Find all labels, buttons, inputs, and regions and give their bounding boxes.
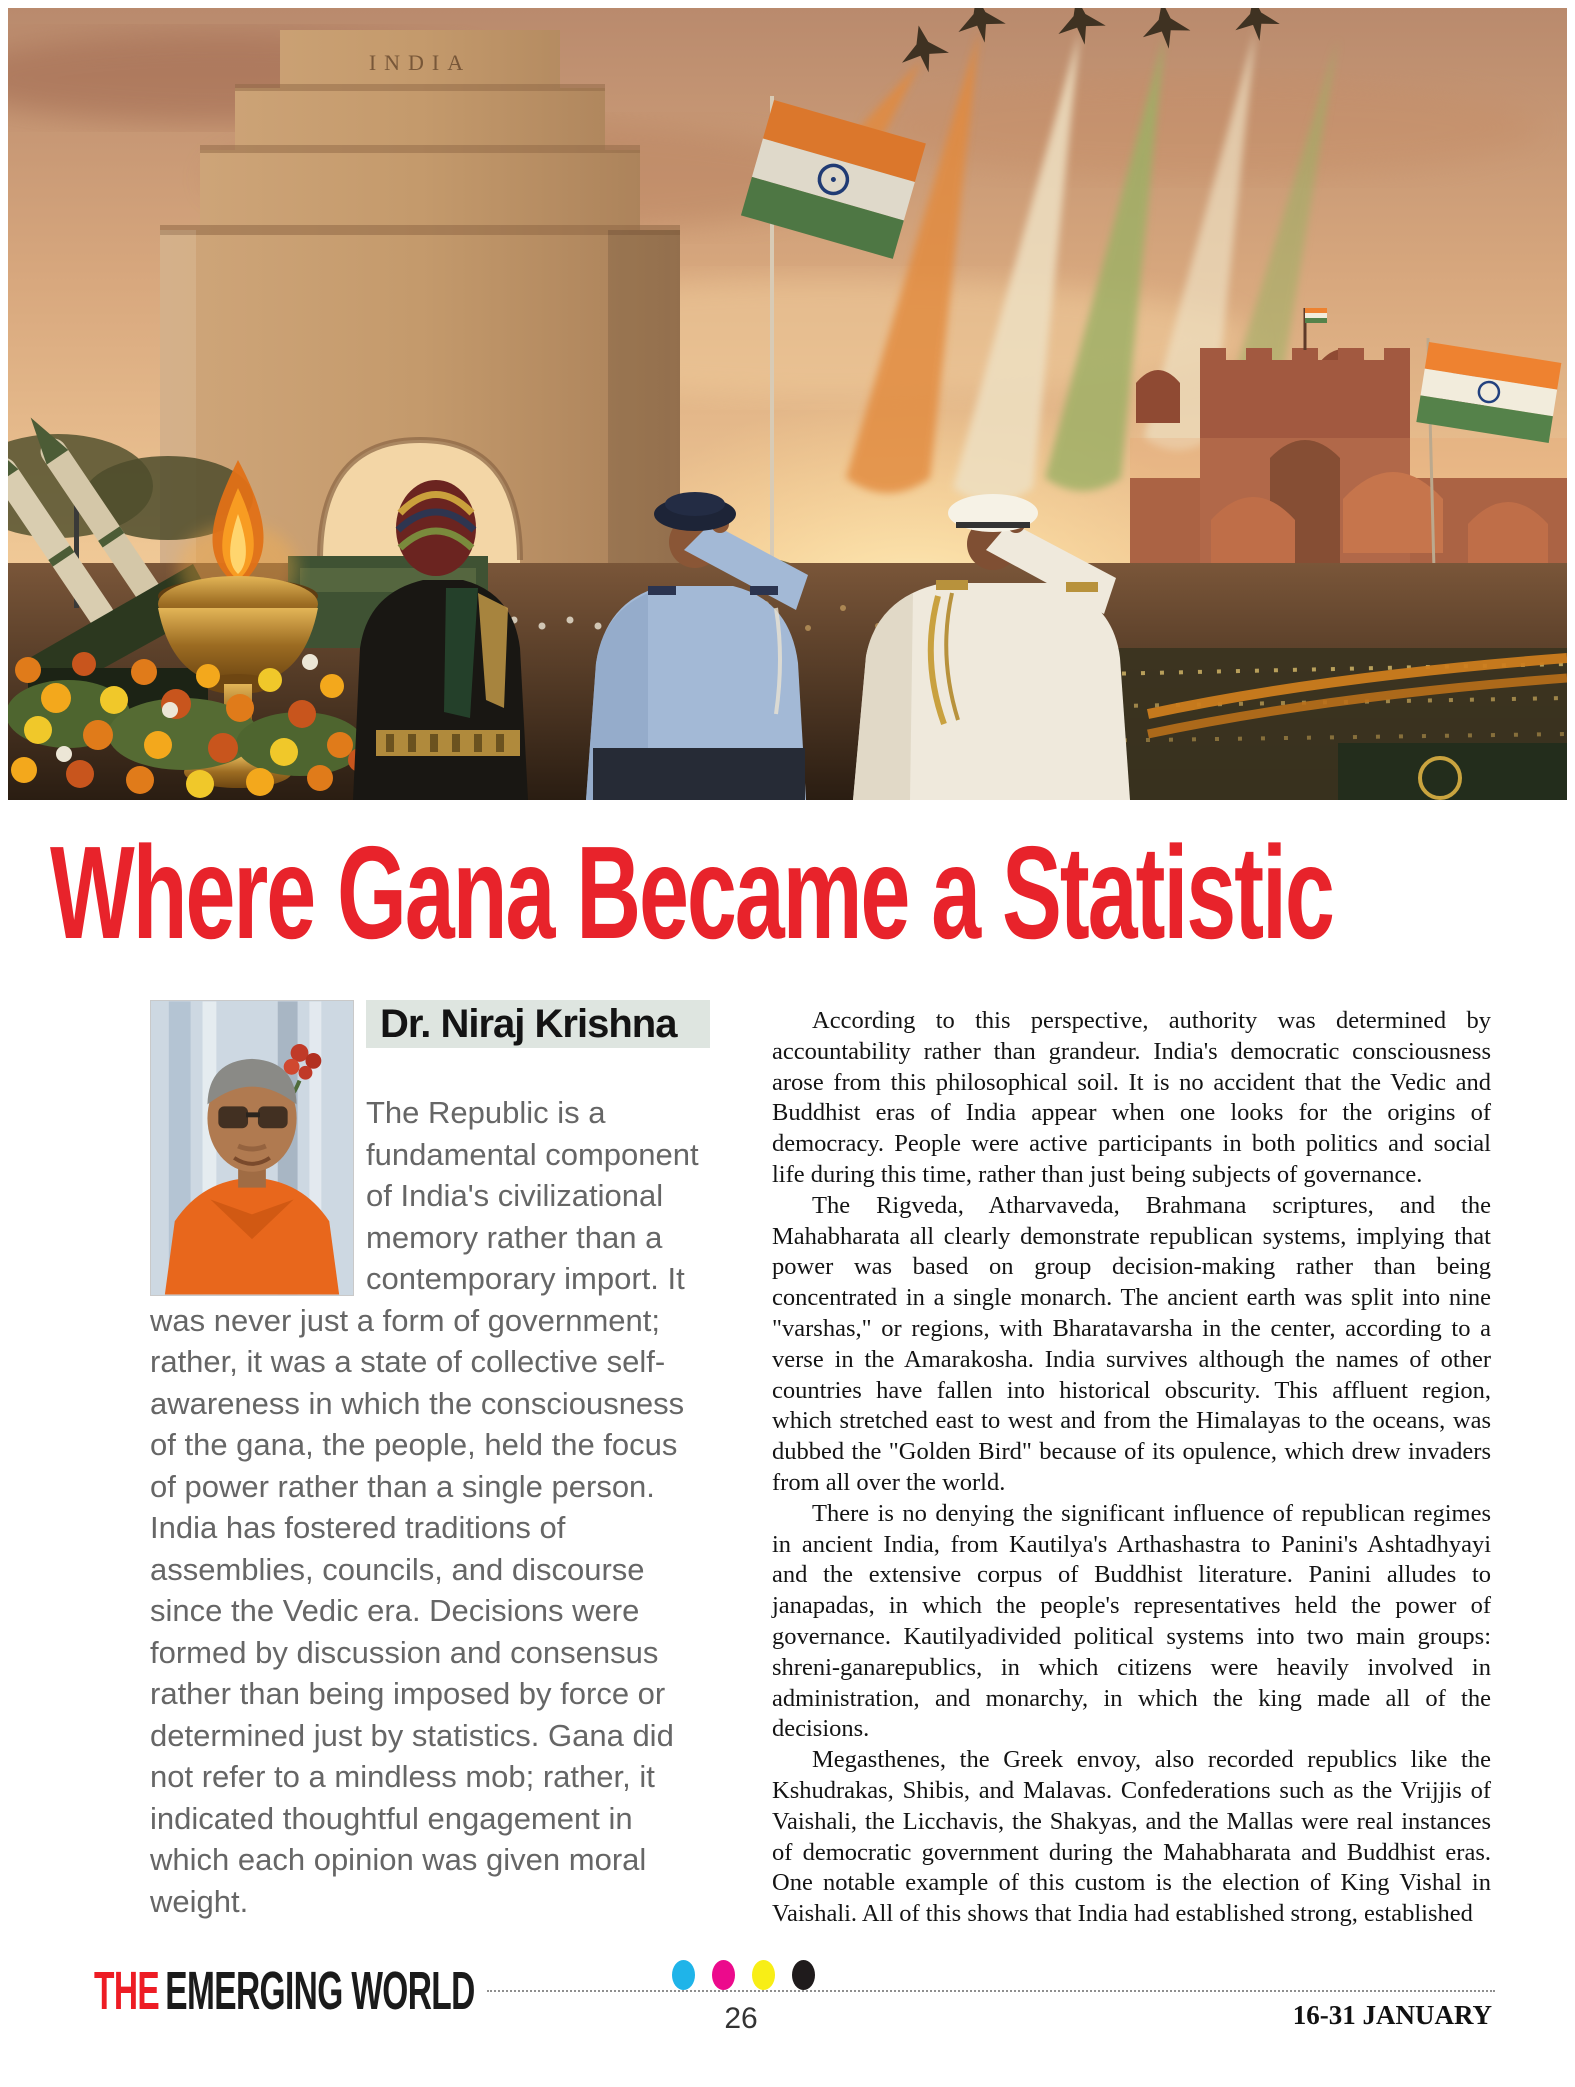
body-column	[772, 1006, 1491, 1930]
author-name: Dr. Niraj Krishna	[366, 1000, 710, 1048]
body-paragraph: The Rigveda, Atharvaveda, Brahmana scriptures, and the Mahabharata all clearly demonstrate republican systems, implying that power was based on group decision-making rather than being concentrated in a single monarch. The ancient earth was split into nine "varshas," or regions, with Bharatavarsha in the center, according to a verse in the Amarakosha. India survives although the names of other countries have fallen into historical obscurity. This affluent region, which stretched east to west and from the Himalayas to the oceans, was dubbed the "Golden Bird" because of its opulence, which drew invaders from all over the world.	[772, 1191, 1491, 1496]
issue-date: 16-31 JANUARY	[1292, 2000, 1492, 2030]
footer-dotted-rule	[487, 1990, 1495, 1992]
yellow-dot-icon	[752, 1960, 775, 1990]
body-paragraph: There is no denying the significant influence of republican regimes in ancient India, from Kautilya's Arthashastra to Panini's Ashtadhyayi and the extensive corpus of Buddhist literature. Panini alludes to janapadas, in which the people's representatives held the power of governance. Kautilyadivided political systems into two main groups: shreni-ganarepublics, in which citizens were heavily involved in administration, and monarchy, in which the king made all of the decisions.	[772, 1499, 1491, 1743]
republic-day-scene	[8, 8, 1567, 800]
magazine-logo-rest: EMERGING WORLD	[165, 1961, 475, 2021]
turban	[396, 480, 476, 576]
page-number: 26	[724, 2002, 758, 2035]
magenta-dot-icon	[712, 1960, 735, 1990]
body-paragraph: Megasthenes, the Greek envoy, also recorded republics like the Kshudrakas, Shibis, and Malavas. Confederations such as the Vrijjis of Vaishali, the Licchavis, the Shakyas, and the Mallas were real instances of democratic government during the Mahabharata and Buddhist eras. One notable example of this custom is the election of King Vishal in Vaishali. All of this shows that India had established strong, established	[772, 1746, 1491, 1928]
hero-photo	[8, 8, 1567, 800]
author-portrait-illustration	[151, 1001, 353, 1295]
magazine-logo	[94, 1961, 475, 2021]
left-column	[150, 1000, 710, 1922]
article-headline: Where Gana Became a Statistic	[50, 819, 1333, 966]
magazine-logo-the: THE	[94, 1961, 160, 2021]
cyan-dot-icon	[672, 1960, 695, 1990]
gate-inscription: INDIA	[368, 50, 472, 75]
body-paragraph: According to this perspective, authority was determined by accountability rather than grandeur. India's democratic consciousness arose from this philosophical soil. It is no accident that the Vedic and Buddhist eras of India appear when one looks for the origins of democracy. People were active participants in both politics and social life during this time, rather than just being subjects of governance.	[772, 1007, 1491, 1188]
intro-text: The Republic is a fundamental component of India's civilizational memory rather than a contemporary import. It was never just a form of government; rather, it was a state of collective self-awareness in which the consciousness of the gana, the people, held the focus of power rather than a single person. India has fostered traditions of assemblies, councils, and discourse since the Vedic era. Decisions were formed by discussion and consensus rather than being imposed by force or determined just by statistics. Gana did not refer to a mindless mob; rather, it indicated thoughtful engagement in which each opinion was given moral weight.	[150, 1095, 699, 1919]
black-dot-icon	[792, 1960, 815, 1990]
author-photo	[150, 1000, 354, 1296]
